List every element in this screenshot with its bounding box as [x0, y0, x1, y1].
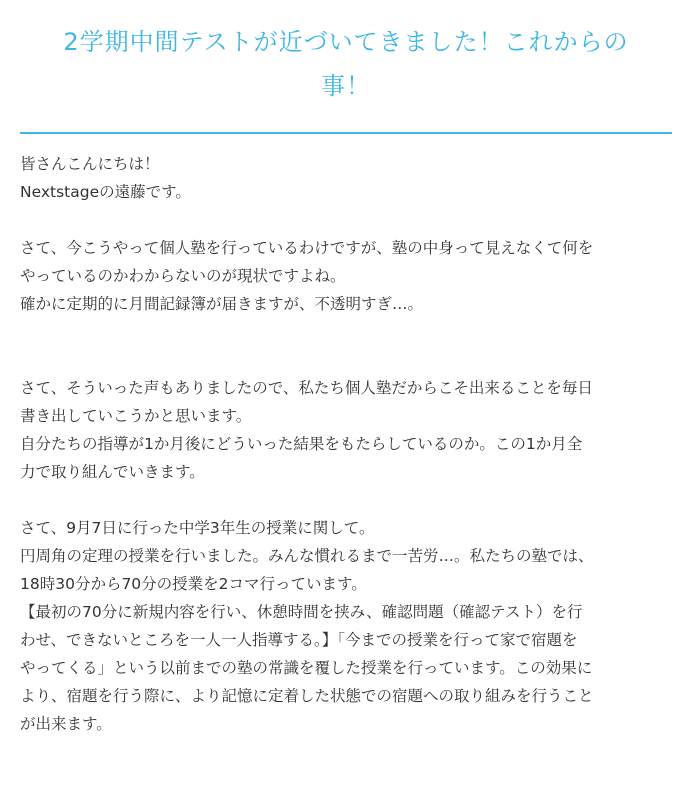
- text-line: 【最初の70分に新規内容を行い、休憩時間を挟み、確認問題（確認テスト）を行: [20, 603, 583, 621]
- text-line: やっているのかわからないのが現状ですよね。: [20, 267, 346, 285]
- text-line: やってくる」という以前までの塾の常識を覆した授業を行っています。この効果に: [20, 659, 593, 677]
- article-title: [20, 0, 672, 108]
- article-title-line: 2学期中間テストが近づいてきました！これからの: [63, 28, 629, 56]
- text-line: 確かに定期的に月間記録簿が届きますが、不透明すぎ…。: [20, 295, 424, 313]
- article-title-line: 事！: [321, 72, 371, 100]
- text-line: わせ、できないところを一人一人指導する。】「今までの授業を行って家で宿題を: [20, 631, 578, 649]
- text-line: 皆さんこんにちは！: [20, 155, 160, 173]
- text-line: 18時30分から70分の授業を2コマ行っています。: [20, 575, 367, 593]
- paragraph-intro: [20, 234, 672, 318]
- paragraph-lesson: [20, 514, 672, 738]
- text-line: 自分たちの指導が1か月後にどういった結果をもたらしているのか。この1か月全: [20, 435, 583, 453]
- paragraph-plan: [20, 374, 672, 486]
- text-line: さて、9月7日に行った中学3年生の授業に関して。: [20, 519, 375, 537]
- article-body: [20, 150, 672, 738]
- paragraph-gap: [20, 486, 672, 514]
- text-line: より、宿題を行う際に、より記憶に定着した状態での宿題への取り組みを行うこと: [20, 687, 594, 705]
- text-line: さて、そういった声もありましたので、私たち個人塾だからこそ出来ることを毎日: [20, 379, 593, 397]
- text-line: 力で取り組んでいきます。: [20, 463, 205, 481]
- text-line: さて、今こうやって個人塾を行っているわけですが、塾の中身って見えなくて何を: [20, 239, 594, 257]
- text-line: Nextstageの遠藤です。: [20, 183, 191, 201]
- paragraph-greeting: [20, 150, 672, 206]
- article: [20, 0, 672, 738]
- paragraph-gap: [20, 206, 672, 234]
- text-line: 書き出していこうかと思います。: [20, 407, 252, 425]
- paragraph-gap: [20, 318, 672, 374]
- title-divider: [20, 132, 672, 134]
- text-line: 円周角の定理の授業を行いました。みんな慣れるまで一苦労…。私たちの塾では、: [20, 547, 594, 565]
- text-line: が出来ます。: [20, 715, 112, 733]
